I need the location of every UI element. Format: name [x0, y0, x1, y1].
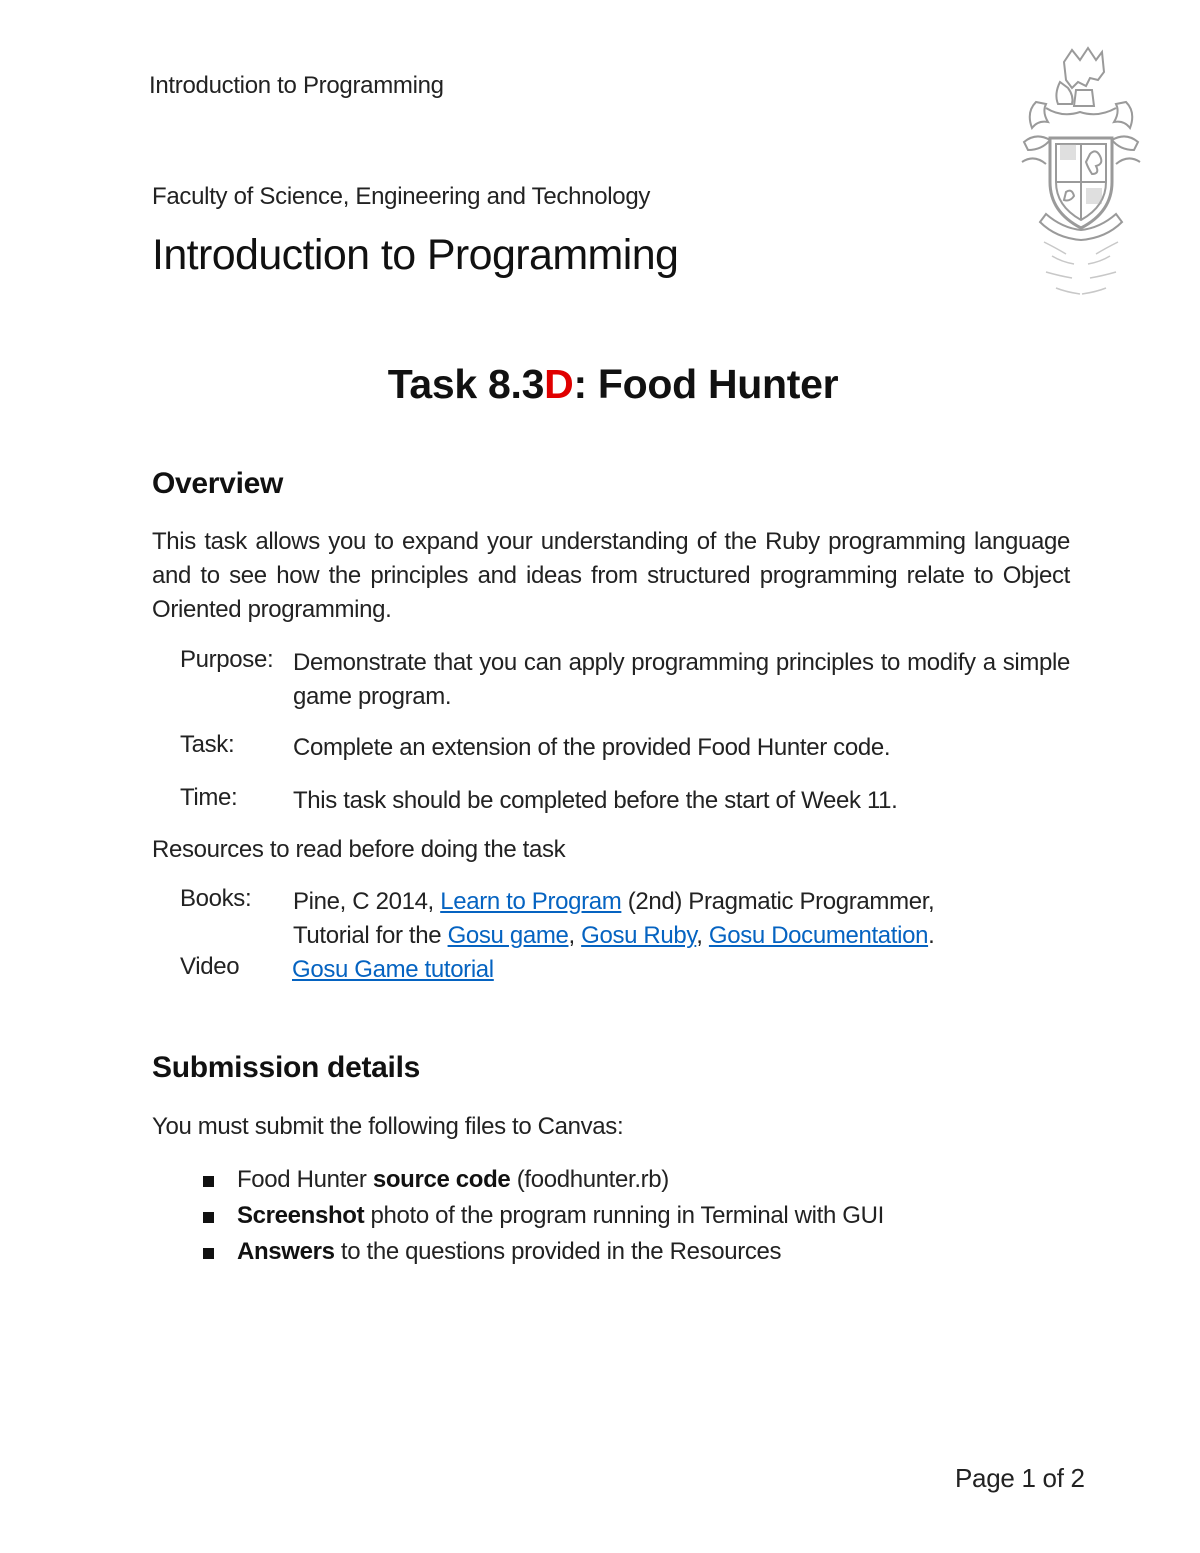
task-title [0, 361, 1200, 408]
purpose-label: Purpose: [180, 646, 274, 673]
square-bullet-icon [203, 1248, 214, 1259]
books-label: Books: [180, 885, 252, 912]
task-grade: D [544, 361, 574, 407]
books-separator-1: , [568, 922, 582, 949]
books-line2-suffix: . [928, 922, 935, 949]
square-bullet-icon [203, 1212, 214, 1223]
page-number: Page 1 of 2 [955, 1463, 1085, 1493]
file-post: to the questions provided in the Resources [334, 1238, 782, 1265]
resources-intro: Resources to read before doing the task [152, 836, 566, 863]
task-value: Complete an extension of the provided Food Hunter code. [293, 734, 891, 761]
purpose-value [293, 646, 1070, 714]
books-separator-2: , [696, 922, 709, 949]
books-line1-prefix: Pine, C 2014, [293, 888, 441, 915]
overview-heading: Overview [152, 467, 284, 500]
submission-file-list [200, 1163, 884, 1271]
list-item [200, 1163, 884, 1199]
books-line2 [293, 919, 934, 953]
faculty-name: Faculty of Science, Engineering and Technology [152, 183, 651, 210]
file-post: photo of the program running in Terminal with GUI [364, 1202, 884, 1229]
gosu-ruby-link[interactable]: Gosu Ruby [581, 922, 697, 949]
running-header: Introduction to Programming [149, 72, 444, 99]
square-bullet-icon [203, 1176, 214, 1187]
list-item [200, 1235, 884, 1271]
university-crest-icon [1016, 42, 1146, 307]
task-title-prefix: Task 8.3 [387, 361, 545, 407]
task-title-suffix: : Food Hunter [573, 361, 839, 407]
file-bold: Answers [237, 1238, 335, 1265]
time-label: Time: [180, 784, 238, 811]
purpose-value-line1: Demonstrate that you can apply programming principles to modify a simple [293, 649, 1070, 676]
list-item [200, 1199, 884, 1235]
gosu-game-link[interactable]: Gosu game [447, 922, 569, 949]
gosu-game-tutorial-link[interactable]: Gosu Game tutorial [292, 956, 494, 983]
file-bold: source code [372, 1166, 511, 1193]
overview-paragraph: This task allows you to expand your understanding of the Ruby programming language and to see how the principles and ideas from structured programming relate to Object Oriented programming. [152, 528, 1070, 623]
books-line1-suffix: (2nd) Pragmatic Programmer, [621, 888, 935, 915]
task-label: Task: [180, 731, 235, 758]
learn-to-program-link[interactable]: Learn to Program [440, 888, 622, 915]
file-pre: Food Hunter [237, 1166, 373, 1193]
file-bold: Screenshot [237, 1202, 365, 1229]
file-post: (foodhunter.rb) [510, 1166, 669, 1193]
time-value: This task should be completed before the start of Week 11. [293, 787, 898, 814]
books-line1 [293, 885, 934, 919]
submission-heading: Submission details [152, 1051, 420, 1084]
purpose-value-line2: game program. [293, 683, 452, 710]
course-title: Introduction to Programming [152, 231, 679, 279]
submission-intro: You must submit the following files to Canvas: [152, 1113, 624, 1140]
gosu-documentation-link[interactable]: Gosu Documentation [708, 922, 929, 949]
books-line2-prefix: Tutorial for the [293, 922, 448, 949]
video-value [292, 953, 494, 987]
video-label: Video [180, 953, 240, 980]
